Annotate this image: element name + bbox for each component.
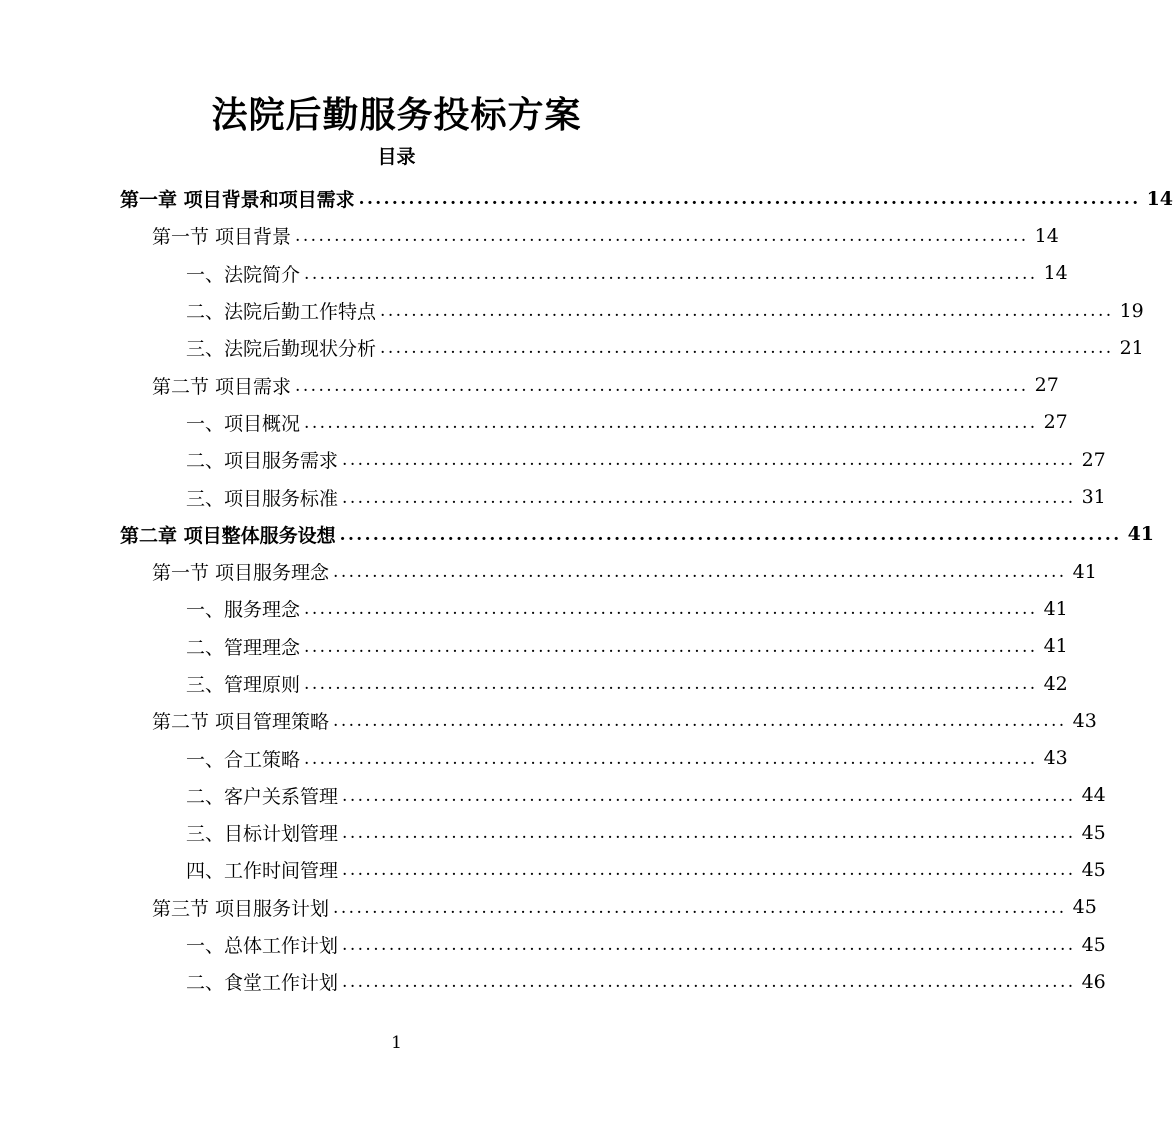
toc-entry-label: 二、客户关系管理 [186,785,339,808]
toc-entry-label: 二、项目服务需求 [186,450,339,473]
toc-entry-item[interactable] [0,590,1068,627]
toc-entry-page: 42 [1043,672,1068,695]
toc-leader-dots: .............................................................................................. [304,748,1038,769]
toc-entry-label: 第一章 项目背景和项目需求 [120,189,355,212]
toc-entry-item[interactable] [0,851,1106,888]
toc-entry-label: 二、食堂工作计划 [186,972,339,995]
document-title: 法院后勤服务投标方案 [211,94,582,136]
toc-entry-section[interactable] [0,702,1097,739]
toc-entry-section[interactable] [0,217,1059,254]
toc-entry-label: 一、项目概况 [186,412,301,435]
toc-entry-label: 第一节 项目背景 [152,226,292,249]
toc-entry-page: 27 [1034,374,1059,397]
toc-entry-page: 27 [1081,448,1106,471]
toc-entry-page: 19 [1119,299,1144,322]
toc-leader-dots: .............................................................................................. [304,674,1038,694]
toc-entry-label: 第二节 项目管理策略 [152,711,330,734]
toc-entry-item[interactable] [0,329,1144,366]
table-of-contents [0,180,1173,1001]
toc-entry-label: 三、管理原则 [186,674,301,696]
toc-entry-chapter-1[interactable] [0,180,1173,217]
toc-entry-item[interactable] [0,478,1106,515]
toc-entry-label: 四、工作时间管理 [186,860,339,883]
toc-entry-label: 三、目标计划管理 [186,823,339,846]
toc-entry-page: 46 [1081,970,1106,993]
toc-entry-label: 二、管理理念 [186,636,301,659]
toc-entry-section[interactable] [0,553,1097,590]
toc-leader-dots: .............................................................................................. [304,412,1038,433]
toc-entry-label: 一、服务理念 [186,599,301,622]
toc-entry-item[interactable] [0,665,1068,702]
toc-leader-dots: .............................................................................................. [295,375,1029,396]
toc-leader-dots: .............................................................................................. [295,226,1029,247]
toc-leader-dots: .............................................................................................. [342,487,1076,508]
toc-leader-dots: .............................................................................................. [342,823,1076,844]
toc-entry-page: 43 [1072,709,1097,732]
page-number: 1 [391,1033,402,1053]
toc-leader-dots: .............................................................................................. [304,599,1038,620]
toc-leader-dots: .............................................................................................. [380,301,1114,322]
toc-entry-page: 41 [1072,560,1097,583]
toc-leader-dots: .............................................................................................. [304,636,1038,657]
toc-entry-section[interactable] [0,366,1059,403]
toc-leader-dots: .............................................................................................. [358,189,1141,210]
toc-entry-page: 41 [1043,635,1068,658]
toc-entry-page: 21 [1119,336,1144,359]
toc-leader-dots: .............................................................................................. [342,785,1076,806]
toc-entry-item[interactable] [0,814,1106,851]
toc-entry-page: 27 [1043,411,1068,434]
toc-entry-page: 45 [1081,821,1106,844]
toc-entry-item[interactable] [0,404,1068,441]
toc-entry-page: 31 [1081,486,1106,509]
toc-entry-page: 45 [1081,933,1106,956]
toc-entry-label: 一、法院简介 [186,263,301,286]
toc-entry-page: 45 [1072,896,1097,919]
toc-entry-label: 一、总体工作计划 [186,935,339,958]
toc-entry-item[interactable] [0,441,1106,478]
toc-entry-chapter-2[interactable] [0,516,1155,553]
toc-entry-label: 第三节 项目服务计划 [152,897,330,920]
toc-entry-label: 第二节 项目需求 [152,375,292,398]
toc-leader-dots: .............................................................................................. [342,860,1076,881]
toc-entry-item[interactable] [0,292,1144,329]
toc-entry-label: 三、项目服务标准 [186,487,339,510]
toc-entry-label: 二、法院后勤工作特点 [186,301,377,324]
toc-entry-page: 14 [1034,224,1059,247]
toc-leader-dots: .............................................................................................. [339,524,1122,545]
toc-leader-dots: .............................................................................................. [342,450,1076,471]
toc-entry-item[interactable] [0,963,1106,1000]
toc-leader-dots: .............................................................................................. [304,263,1038,284]
toc-heading: 目录 [377,146,416,168]
toc-leader-dots: .............................................................................................. [333,897,1067,918]
toc-entry-item[interactable] [0,777,1106,814]
toc-entry-page: 14 [1146,187,1173,210]
toc-entry-page: 44 [1081,784,1106,807]
toc-entry-page: 41 [1043,597,1068,620]
toc-leader-dots: .............................................................................................. [380,338,1114,359]
toc-entry-page: 45 [1081,858,1106,881]
toc-entry-page: 43 [1043,747,1068,770]
toc-entry-page: 14 [1043,262,1068,285]
toc-leader-dots: .............................................................................................. [333,562,1067,583]
toc-entry-item[interactable] [0,628,1068,665]
toc-leader-dots: .............................................................................................. [333,711,1067,732]
toc-leader-dots: .............................................................................................. [342,935,1076,956]
toc-entry-label: 第一节 项目服务理念 [152,562,330,585]
toc-entry-item[interactable] [0,926,1106,963]
toc-entry-item[interactable] [0,739,1068,776]
toc-entry-label: 三、法院后勤现状分析 [186,338,377,361]
toc-entry-label: 第二章 项目整体服务设想 [120,524,336,547]
toc-entry-section[interactable] [0,889,1097,926]
toc-entry-item[interactable] [0,255,1068,292]
toc-leader-dots: .............................................................................................. [342,972,1076,993]
toc-entry-page: 41 [1127,523,1155,546]
toc-entry-label: 一、合工策略 [186,748,301,771]
